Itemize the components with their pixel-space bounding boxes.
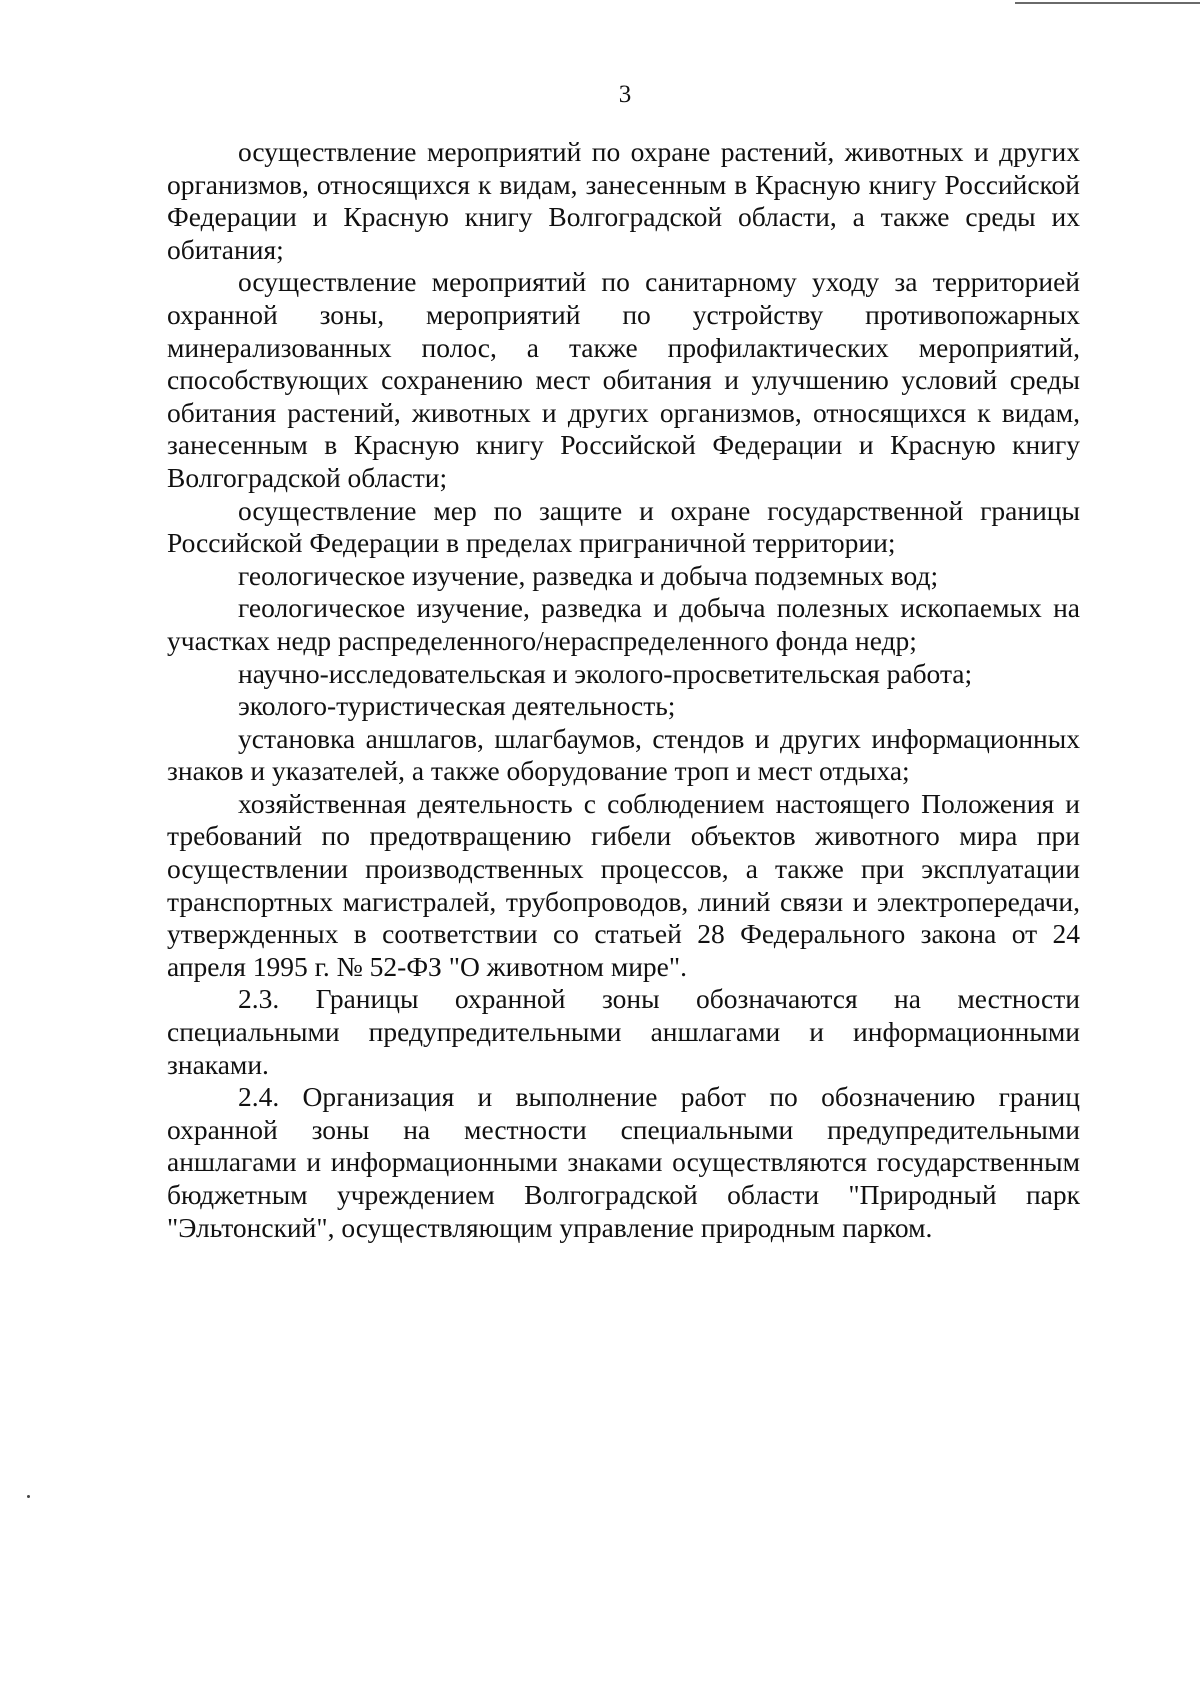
paragraph-economic-activity: хозяйственная деятельность с соблюдением настоящего Положения и требований по предотвращению гибели объектов животного мира при осуществлении производственных процессов, а также при эксплуатации транспортных магистралей, трубопроводов, линий связи и электропередачи, утвержденных в соответствии со статьей 28 Федерального закона от 24 апреля 1995 г. № 52-ФЗ "О животном мире". bbox=[167, 787, 1080, 982]
paragraph-eco-tourism: эколого-туристическая деятельность; bbox=[238, 690, 676, 722]
paragraph-border-protection: осуществление мер по защите и охране государственной границы Российской Федерации в пределах приграничной территории; bbox=[167, 494, 1080, 559]
paragraph-signage: установка аншлагов, шлагбаумов, стендов и других информационных знаков и указателей, а также оборудование троп и мест отдыха; bbox=[167, 722, 1080, 787]
paragraph-section-2-4: 2.4. Организация и выполнение работ по обозначению границ охранной зоны на местности специальными предупредительными аншлагами и информационными знаками осуществляются государственным бюджетным учреждением Волгоградской области "Природный парк "Эльтонский", осуществляющим управление природным парком. bbox=[167, 1081, 1080, 1243]
paragraph-red-book-protection: осуществление мероприятий по охране растений, животных и других организмов, относящихся к видам, занесенным в Красную книгу Российской Федерации и Красную книгу Волгоградской области, а также среды их обитания; bbox=[167, 136, 1080, 265]
page-number: 3 bbox=[618, 81, 632, 108]
paragraph-sanitary-care: осуществление мероприятий по санитарному уходу за территорией охранной зоны, мероприятий по устройству противопожарных минерализованных полос, а также профилактических мероприятий, способствующих сохранению мест обитания и улучшению условий среды обитания растений, животных и других организмов, относящихся к видам, занесенным в Красную книгу Российской Федерации и Красную книгу Волгоградской области; bbox=[167, 266, 1080, 493]
document-body bbox=[167, 136, 1080, 1244]
scan-edge-line bbox=[1015, 2, 1200, 4]
paragraph-research: научно-исследовательская и эколого-просветительская работа; bbox=[238, 657, 973, 689]
paragraph-section-2-3: 2.3. Границы охранной зоны обозначаются на местности специальными предупредительными аншлагами и информационными знаками. bbox=[167, 983, 1080, 1080]
paragraph-groundwater: геологическое изучение, разведка и добыча подземных вод; bbox=[238, 559, 939, 591]
paragraph-minerals: геологическое изучение, разведка и добыча полезных ископаемых на участках недр распределенного/нераспределенного фонда недр; bbox=[167, 592, 1080, 656]
scan-speck bbox=[27, 1495, 30, 1498]
